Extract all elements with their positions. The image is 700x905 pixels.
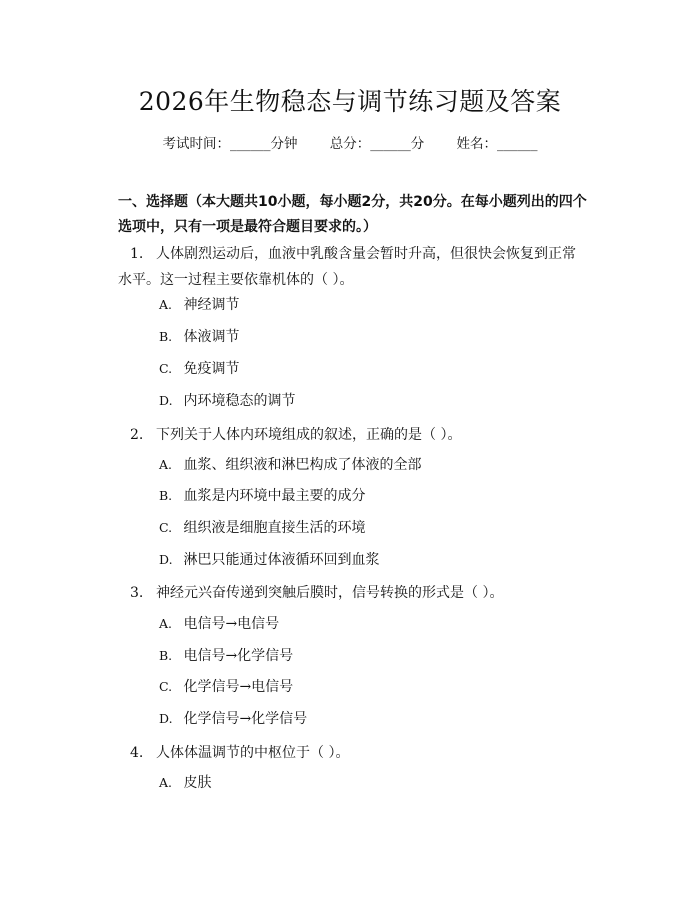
option-letter: D.: [159, 393, 173, 408]
question-4-option-a: [159, 773, 211, 793]
question-1-option-b: [159, 327, 239, 347]
option-letter: A.: [159, 297, 173, 312]
question-3-option-b: [159, 646, 293, 666]
question-1: [118, 241, 588, 293]
question-2: [118, 422, 588, 448]
question-2-option-a: [159, 455, 421, 475]
option-letter: C.: [159, 361, 173, 376]
option-text: 电信号→电信号: [183, 616, 280, 632]
question-1-option-a: [159, 295, 239, 315]
question-number: 1.: [130, 246, 144, 262]
page-title: 2026年生物稳态与调节练习题及答案: [138, 87, 562, 116]
option-text: 皮肤: [183, 775, 212, 791]
option-letter: B.: [159, 648, 173, 663]
option-text: 组织液是细胞直接生活的环境: [183, 520, 366, 536]
section-heading: 一、选择题（本大题共10小题，每小题2分，共20分。在每小题列出的四个选项中，只有一项是最符合题目要求的。）: [118, 194, 587, 235]
option-text: 体液调节: [183, 329, 240, 345]
option-text: 内环境稳态的调节: [183, 393, 296, 409]
total-score: 总分：______分: [329, 136, 425, 152]
question-3: [118, 580, 588, 606]
question-number: 4.: [130, 745, 144, 761]
option-letter: A.: [159, 775, 173, 790]
option-letter: D.: [159, 552, 173, 567]
question-4: [118, 740, 588, 766]
option-text: 电信号→化学信号: [183, 648, 294, 664]
option-letter: D.: [159, 711, 173, 726]
question-2-option-c: [159, 518, 365, 538]
question-1-option-c: [159, 359, 239, 379]
option-text: 淋巴只能通过体液循环回到血浆: [183, 552, 380, 568]
exam-meta: [0, 132, 700, 152]
question-1-option-d: [159, 391, 295, 411]
option-letter: B.: [159, 488, 173, 503]
question-number: 2.: [130, 427, 144, 443]
question-text: 人体体温调节的中枢位于（ ）。: [156, 745, 350, 761]
option-letter: A.: [159, 457, 173, 472]
question-number: 3.: [130, 585, 144, 601]
option-letter: C.: [159, 679, 173, 694]
option-text: 血浆是内环境中最主要的成分: [183, 488, 366, 504]
option-text: 血浆、组织液和淋巴构成了体液的全部: [183, 457, 422, 473]
question-2-option-b: [159, 486, 365, 506]
question-2-option-d: [159, 550, 379, 570]
student-name: 姓名：______: [456, 136, 538, 152]
question-text: 下列关于人体内环境组成的叙述，正确的是（ ）。: [156, 427, 462, 443]
question-3-option-a: [159, 614, 279, 634]
option-text: 化学信号→电信号: [183, 679, 294, 695]
exam-time: 考试时间：______分钟: [162, 136, 298, 152]
option-letter: A.: [159, 616, 173, 631]
option-letter: B.: [159, 329, 173, 344]
option-letter: C.: [159, 520, 173, 535]
question-text: 人体剧烈运动后，血液中乳酸含量会暂时升高，但很快会恢复到正常水平。这一过程主要依靠机体的（ ）。: [118, 246, 576, 288]
option-text: 免疫调节: [183, 361, 240, 377]
question-3-option-d: [159, 709, 307, 729]
question-text: 神经元兴奋传递到突触后膜时，信号转换的形式是（ ）。: [156, 585, 504, 601]
option-text: 化学信号→化学信号: [183, 711, 308, 727]
question-3-option-c: [159, 677, 293, 697]
option-text: 神经调节: [183, 297, 240, 313]
